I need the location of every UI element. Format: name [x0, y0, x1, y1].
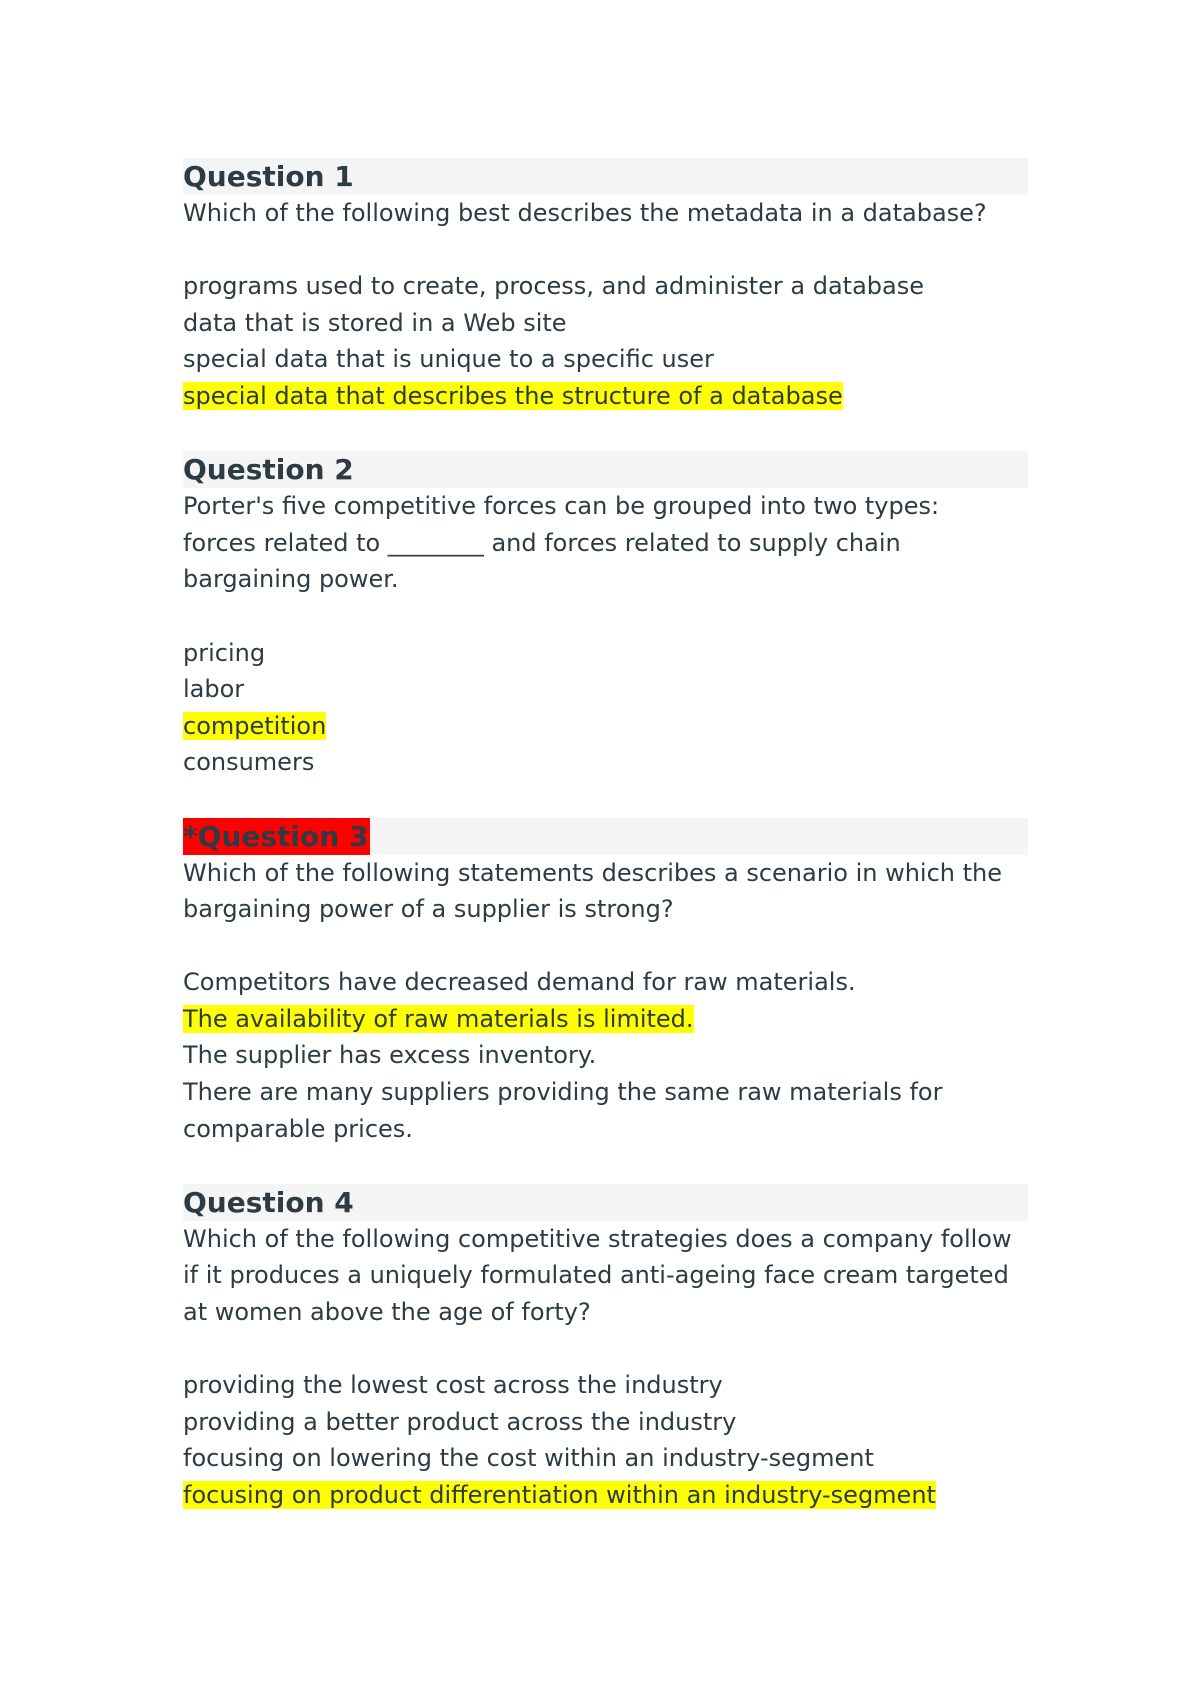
- answer-list: [183, 635, 1028, 781]
- answer-option: [183, 635, 1028, 672]
- answer-option: [183, 268, 1028, 305]
- question-header: [183, 1184, 1028, 1221]
- answer-option: [183, 671, 1028, 708]
- question-title: Question 4: [183, 1185, 354, 1219]
- question-text: Which of the following best describes the metadata in a database?: [183, 199, 987, 227]
- question-title: Question 1: [183, 160, 354, 193]
- answer-label: special data that describes the structure of a database: [183, 381, 843, 410]
- correct-answer-option: [183, 1477, 1028, 1514]
- answer-option: [183, 1367, 1028, 1404]
- answer-label: Competitors have decreased demand for raw materials.: [183, 968, 856, 997]
- answer-option: [183, 744, 1028, 781]
- correct-answer-option: [183, 378, 1028, 415]
- question-text: Porter's five competitive forces can be grouped into two types: forces related to ________ and forces related to supply chain bargaining power.: [183, 492, 940, 594]
- correct-answer-option: [183, 708, 1028, 745]
- answer-label: focusing on lowering the cost within an industry-segment: [183, 1444, 874, 1473]
- question-header: [183, 818, 1028, 855]
- question-header: [183, 158, 1028, 195]
- answer-list: [183, 1367, 1028, 1513]
- answer-label: providing a better product across the industry: [183, 1407, 737, 1436]
- quiz-document: [183, 158, 1028, 1514]
- question-1: [183, 158, 1028, 451]
- answer-label: There are many suppliers providing the same raw materials for comparable prices.: [183, 1078, 943, 1143]
- question-3: [183, 818, 1028, 1184]
- question-4: [183, 1184, 1028, 1514]
- answer-option: [183, 1074, 1028, 1147]
- question-2: [183, 451, 1028, 817]
- answer-list: [183, 268, 1028, 414]
- question-text: Which of the following competitive strategies does a company follow if it produces a uniquely formulated anti-ageing face cream targeted at women above the age of forty?: [183, 1224, 1012, 1327]
- question-text: Which of the following statements describes a scenario in which the bargaining power of a supplier is strong?: [183, 858, 1003, 924]
- flagged-question-title: *Question 3: [183, 819, 369, 853]
- answer-option: [183, 341, 1028, 378]
- answer-label: consumers: [183, 748, 315, 777]
- answer-label: labor: [183, 675, 245, 704]
- answer-label: competition: [183, 711, 327, 740]
- answer-label: The supplier has excess inventory.: [183, 1041, 597, 1070]
- spacer: [183, 415, 1028, 452]
- answer-label: pricing: [183, 638, 266, 667]
- answer-option: [183, 1037, 1028, 1074]
- answer-list: [183, 964, 1028, 1147]
- answer-label: special data that is unique to a specific user: [183, 345, 714, 374]
- answer-option: [183, 1440, 1028, 1477]
- spacer: [183, 781, 1028, 818]
- correct-answer-option: [183, 1001, 1028, 1038]
- spacer: [183, 1147, 1028, 1184]
- question-header: [183, 451, 1028, 488]
- answer-option: [183, 1404, 1028, 1441]
- answer-label: The availability of raw materials is limited.: [183, 1004, 694, 1033]
- answer-label: data that is stored in a Web site: [183, 308, 567, 337]
- answer-label: providing the lowest cost across the industry: [183, 1371, 723, 1400]
- answer-option: [183, 305, 1028, 342]
- answer-label: focusing on product differentiation within an industry-segment: [183, 1481, 936, 1509]
- answer-label: programs used to create, process, and administer a database: [183, 272, 924, 301]
- question-title: Question 2: [183, 453, 354, 487]
- answer-option: [183, 964, 1028, 1001]
